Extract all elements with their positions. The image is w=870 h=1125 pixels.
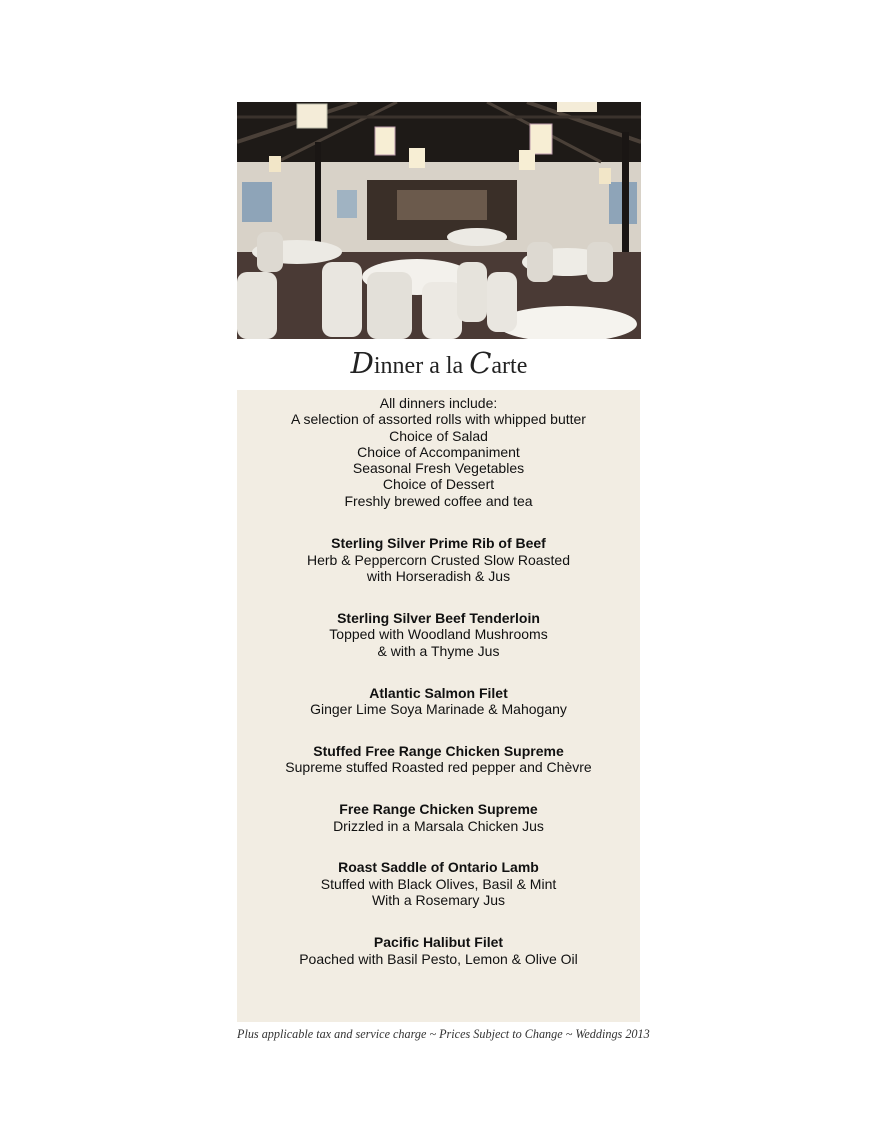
menu-item-description: Stuffed with Black Olives, Basil & Mint (320, 875, 557, 892)
menu-item (237, 535, 640, 585)
menu-item (237, 685, 640, 718)
menu-item (237, 610, 640, 660)
intro-line: Freshly brewed coffee and tea (344, 492, 533, 509)
title-text-part-2: arte (491, 353, 528, 379)
footer-note: Plus applicable tax and service charge ~ Prices Subject to Change ~ Weddings 2013 (237, 1027, 650, 1041)
intro-line: A selection of assorted rolls with whipped butter (291, 411, 586, 428)
intro-line: Choice of Accompaniment (357, 443, 520, 460)
menu-item-description: Herb & Peppercorn Crusted Slow Roasted (306, 551, 571, 568)
intro-line: Seasonal Fresh Vegetables (352, 460, 525, 477)
menu-item-name: Roast Saddle of Ontario Lamb (338, 859, 539, 876)
title-initial-c: C (469, 346, 492, 380)
menu-item-description: Supreme stuffed Roasted red pepper and Chèvre (285, 759, 592, 776)
menu-item-description: Drizzled in a Marsala Chicken Jus (333, 817, 544, 834)
title-initial-d: D (350, 346, 374, 380)
menu-item-description: Ginger Lime Soya Marinade & Mahogany (310, 701, 567, 718)
menu-item-description: & with a Thyme Jus (377, 643, 500, 660)
banquet-hall-photo (237, 102, 641, 339)
menu-item-name: Sterling Silver Prime Rib of Beef (331, 535, 546, 552)
title-text-part-1: inner a la (373, 353, 470, 379)
intro-line: Choice of Dessert (382, 476, 495, 493)
menu-item-description: With a Rosemary Jus (371, 892, 506, 909)
menu-item-description: Poached with Basil Pesto, Lemon & Olive Oil (299, 950, 578, 967)
intro-line: All dinners include: (379, 395, 498, 411)
included-items (237, 395, 640, 509)
menu-item-name: Sterling Silver Beef Tenderloin (337, 609, 540, 626)
page-title (237, 343, 641, 383)
menu-item (237, 743, 640, 776)
menu-item-description: Topped with Woodland Mushrooms (329, 626, 548, 643)
menu-item-description: with Horseradish & Jus (366, 568, 511, 585)
menu-item (237, 934, 640, 967)
menu-item-name: Atlantic Salmon Filet (369, 684, 508, 701)
intro-line: Choice of Salad (389, 427, 488, 444)
menu-item-name: Stuffed Free Range Chicken Supreme (313, 742, 564, 759)
menu-item-name: Pacific Halibut Filet (373, 933, 504, 950)
menu-item (237, 801, 640, 834)
menu-item (237, 859, 640, 909)
menu-panel (237, 390, 640, 1022)
menu-item-name: Free Range Chicken Supreme (339, 801, 538, 818)
